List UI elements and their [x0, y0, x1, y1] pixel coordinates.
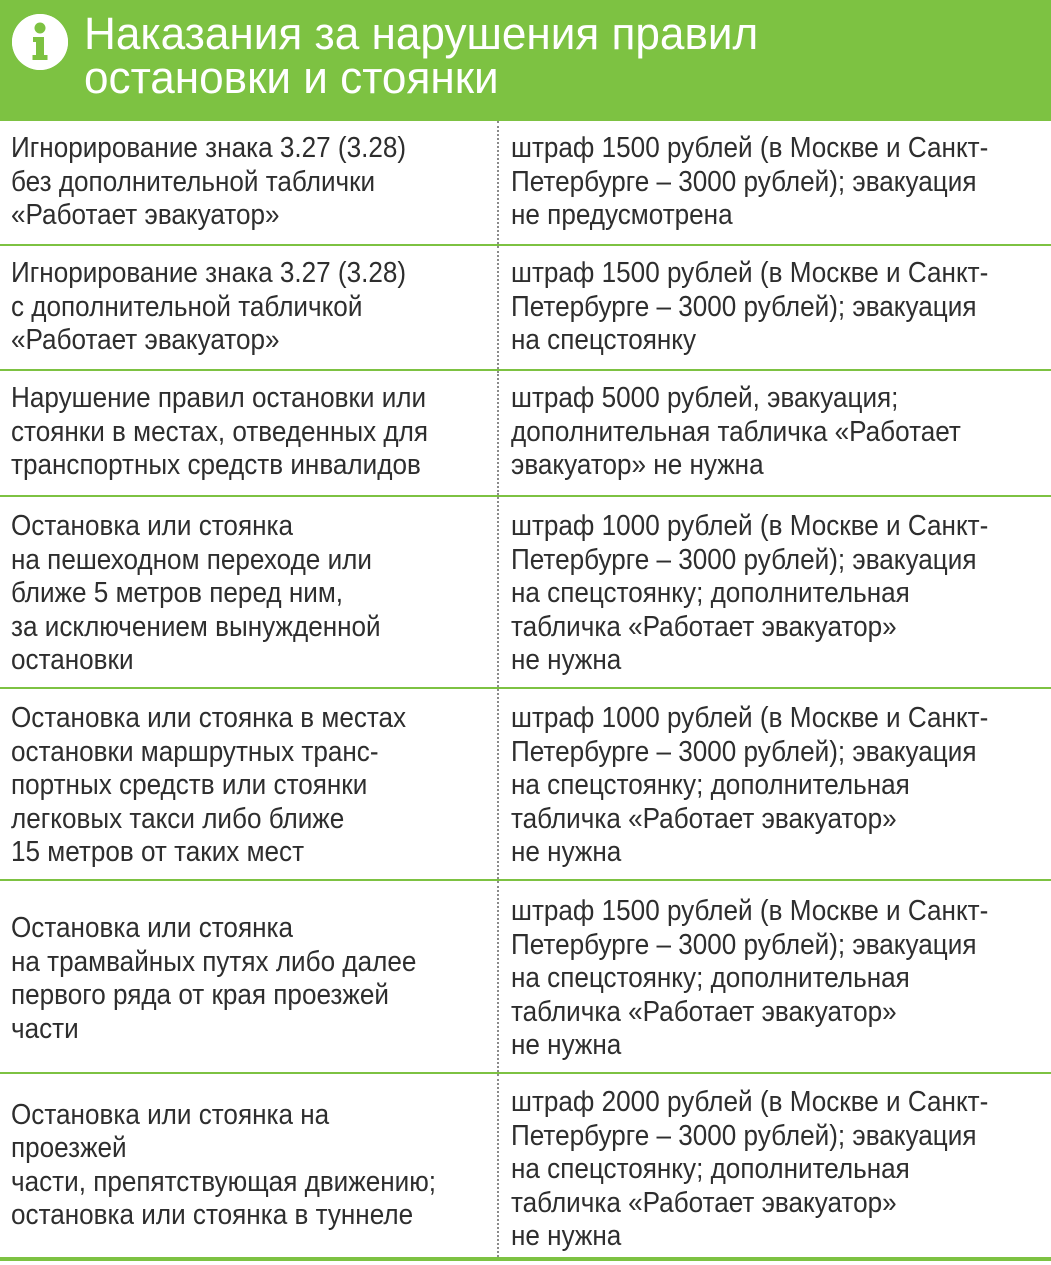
violation-cell — [0, 1074, 499, 1257]
table-row — [0, 689, 1051, 881]
penalty-text: штраф 2000 рублей (в Москве и Санкт- Петербурге – 3000 рублей); эвакуация на спецстоянку; дополнительная табличка «Работает эвакуатор» не нужна — [511, 1086, 989, 1252]
violation-cell — [0, 689, 499, 879]
penalty-text: штраф 1500 рублей (в Москве и Санкт- Петербурге – 3000 рублей); эвакуация не предусмотрена — [511, 132, 989, 231]
penalty-cell — [499, 689, 1051, 879]
penalty-text: штраф 5000 рублей, эвакуация; дополнительная табличка «Работает эвакуатор» не нужна — [511, 382, 961, 481]
violation-text: Остановка или стоянка на проезжей части, препятствующая движению; остановка или стоянка в туннеле — [11, 1098, 437, 1231]
page-title: Наказания за нарушения правил остановки и стоянки — [84, 8, 759, 103]
table-row — [0, 1074, 1051, 1261]
violation-cell — [0, 246, 499, 369]
table-row — [0, 881, 1051, 1074]
penalty-text: штраф 1000 рублей (в Москве и Санкт- Петербурге – 3000 рублей); эвакуация на спецстоянку; дополнительная табличка «Работает эвакуатор» не нужна — [511, 702, 989, 868]
penalty-cell — [499, 881, 1051, 1072]
penalty-text: штраф 1500 рублей (в Москве и Санкт- Петербурге – 3000 рублей); эвакуация на спецстоянку — [511, 257, 989, 356]
penalty-text: штраф 1000 рублей (в Москве и Санкт- Петербурге – 3000 рублей); эвакуация на спецстоянку; дополнительная табличка «Работает эвакуатор» не нужна — [511, 510, 989, 676]
violation-cell — [0, 881, 499, 1072]
violation-text: Остановка или стоянка в местах остановки маршрутных транс- портных средств или стоянки легковых такси либо ближе 15 метров от таких мест — [11, 702, 407, 868]
violation-text: Игнорирование знака 3.27 (3.28) без дополнительной таблички «Работает эвакуатор» — [11, 132, 407, 231]
violation-text: Остановка или стоянка на трамвайных путях либо далее первого ряда от края проезжей части — [11, 912, 417, 1045]
violation-text: Остановка или стоянка на пешеходном переходе или ближе 5 метров перед ним, за исключением вынужденной остановки — [11, 510, 381, 676]
table-row — [0, 246, 1051, 371]
penalty-text: штраф 1500 рублей (в Москве и Санкт- Петербурге – 3000 рублей); эвакуация на спецстоянку; дополнительная табличка «Работает эвакуатор» не нужна — [511, 895, 989, 1061]
violation-cell — [0, 497, 499, 687]
penalty-cell — [499, 246, 1051, 369]
penalty-cell — [499, 497, 1051, 687]
violation-cell — [0, 121, 499, 244]
penalty-cell — [499, 371, 1051, 495]
penalty-cell — [499, 1074, 1051, 1257]
table-row — [0, 121, 1051, 246]
info-icon — [12, 14, 68, 70]
violation-text: Игнорирование знака 3.27 (3.28) с дополнительной табличкой «Работает эвакуатор» — [11, 257, 407, 356]
violation-cell — [0, 371, 499, 495]
table-row — [0, 371, 1051, 497]
penalties-table — [0, 121, 1051, 1261]
table-row — [0, 497, 1051, 689]
penalty-cell — [499, 121, 1051, 244]
header-banner — [0, 0, 1051, 121]
violation-text: Нарушение правил остановки или стоянки в местах, отведенных для транспортных средств инвалидов — [11, 382, 429, 481]
